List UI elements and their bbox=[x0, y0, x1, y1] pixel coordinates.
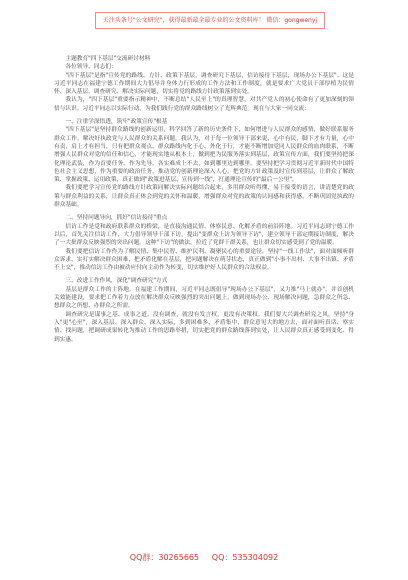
section-heading: 二、坚持问题导向，抓好"信访接待"重点 bbox=[65, 215, 168, 222]
section-paragraph: 我们要把学习宣传党的路线方针政策同解决实际问题结合起来，多用群众听得懂、易于接受的语言，讲清楚党的政策与群众利益的关系，让群众真正体会到党的关怀和温暖，增强群众对党的政策的认同感和获得感，不断巩固党执政的群众基础。 bbox=[54, 185, 354, 209]
intro-paragraph: "四下基层"是指"宣传党的路线、方针、政策下基层，调查研究下基层，信访接待下基层，现场办公下基层"。这是习近平同志在福建宁德工作期间大力倡导并身体力行形成的工作方法和工作制度，就是要求广大党员干部厚植为民情怀、深入基层，调查研究、解决实际问题，切实将党的路线方针政策落到实处。 bbox=[54, 72, 354, 96]
intro-paragraph: 我认为，"四下基层"重要指示精神中，不断总结"人民至上"的真理智慧，对共产党人的初心使命有了更加深刻的领悟与认识。习近平同志以实际行动，为我们践行党的群众路线树立了光辉典范。现在与大家一同交流： bbox=[54, 97, 354, 112]
promo-banner: 关注头条号"公文研究"，获得最新最全最专业的公文资料库！ 微信：gongwenyj bbox=[95, 12, 325, 29]
section-paragraph: 调查研究是谋事之基、成事之道。没有调查，就没有发言权，更没有决策权。我们要大兴调查研究之风，坚持"身入"更"心至"，深入基层、深入群众、深入实际，多到困难多、矛盾集中、群众意见大的地方去，面对面听真话、察实情、找问题，把调研成果转化为推动工作的思路举措，切实把党的群众路线落到实处，让人民群众真正感受到变化、得到实惠。 bbox=[54, 311, 354, 343]
section-paragraph: 我们要把信访工作作为了解民情、集中民智、维护民利、凝聚民心的重要途径，坚持"一线工作法"，面对面倾听群众诉求，实打实解决群众困难，把矛盾化解在基层，把问题解决在萌芽状态，真正做到"小事不出村、大事不出镇、矛盾不上交"，推动信访工作由被动应付向主动作为转变，切实维护好人民群众的合法权益。 bbox=[54, 248, 354, 272]
section-paragraph: 信访工作是党和政府联系群众的桥梁，是直接沟通民情、体察民意、化解矛盾的前沿阵地。习近平同志到宁德工作以后，首先关注信访工作，大力倡导领导干部下访，提出"变群众上访为领导下访"，建立领导干部定期接访制度，解决了一大批群众反映强烈的突出问题。这种"下访"的做法，拉近了党群干群关系，也让群众切实感受到了党的温暖。 bbox=[54, 223, 354, 247]
section-heading: 一、注重学深悟透，筑牢"政策宣传"根基 bbox=[65, 119, 168, 126]
section-paragraph: 基层是群众工作的主阵地。在福建工作期间，习近平同志既倡导"现场办公下基层"，又力推"马上就办"，并首创机关效能建设，要求把工作着力点放在解决群众反映强烈的突出问题上，做到现场办公、现场解决问题，急群众之所急、想群众之所想、办群众之所需。 bbox=[54, 286, 354, 310]
greeting: 各位领导、同志们： bbox=[65, 64, 117, 71]
section-paragraph: "四下基层"是坚持群众路线的创新运用，科学回答了新的历史条件下，如何增进与人民群众的感情，做好联系服务群众工作，解决好执政党与人民群众的关系问题。我认为，对于每一位领导干部来说，心中有民，脚下才有力量，心中有责，肩上才有担当，只有把群众观点、群众路线内化于心、外化于行，才能不断增加党同人民群众的血肉联系，不断增强人民群众对党的信任和信心，才能现实地从根本上，做到把为民服务落实到基层，政策宣传方面，我们要坚持把深化理论武装，作为首要任务，作为先导，各实难成上不去，如到哪里边到哪里。要坚持把学习贯彻习近平新时代中国特色社会主义思想，作为重要的政治任务，推动党的创新理论深入人心，把党的方针政策及时宣传到基层，让群众了解政策、掌握政策、运用政策，真正做到"政策进基层、宣传到一线"，打通理论宣传的"最后一公里"。 bbox=[54, 127, 354, 184]
contact-footer: QQ群：30265665 QQ：535304092 bbox=[129, 553, 279, 562]
document-body bbox=[54, 55, 354, 344]
section-heading: 三、改进工作作风，深化"调查研究"方式 bbox=[65, 278, 168, 285]
document-title: 主题教育"四下基层"交流研讨材料 bbox=[65, 56, 151, 62]
